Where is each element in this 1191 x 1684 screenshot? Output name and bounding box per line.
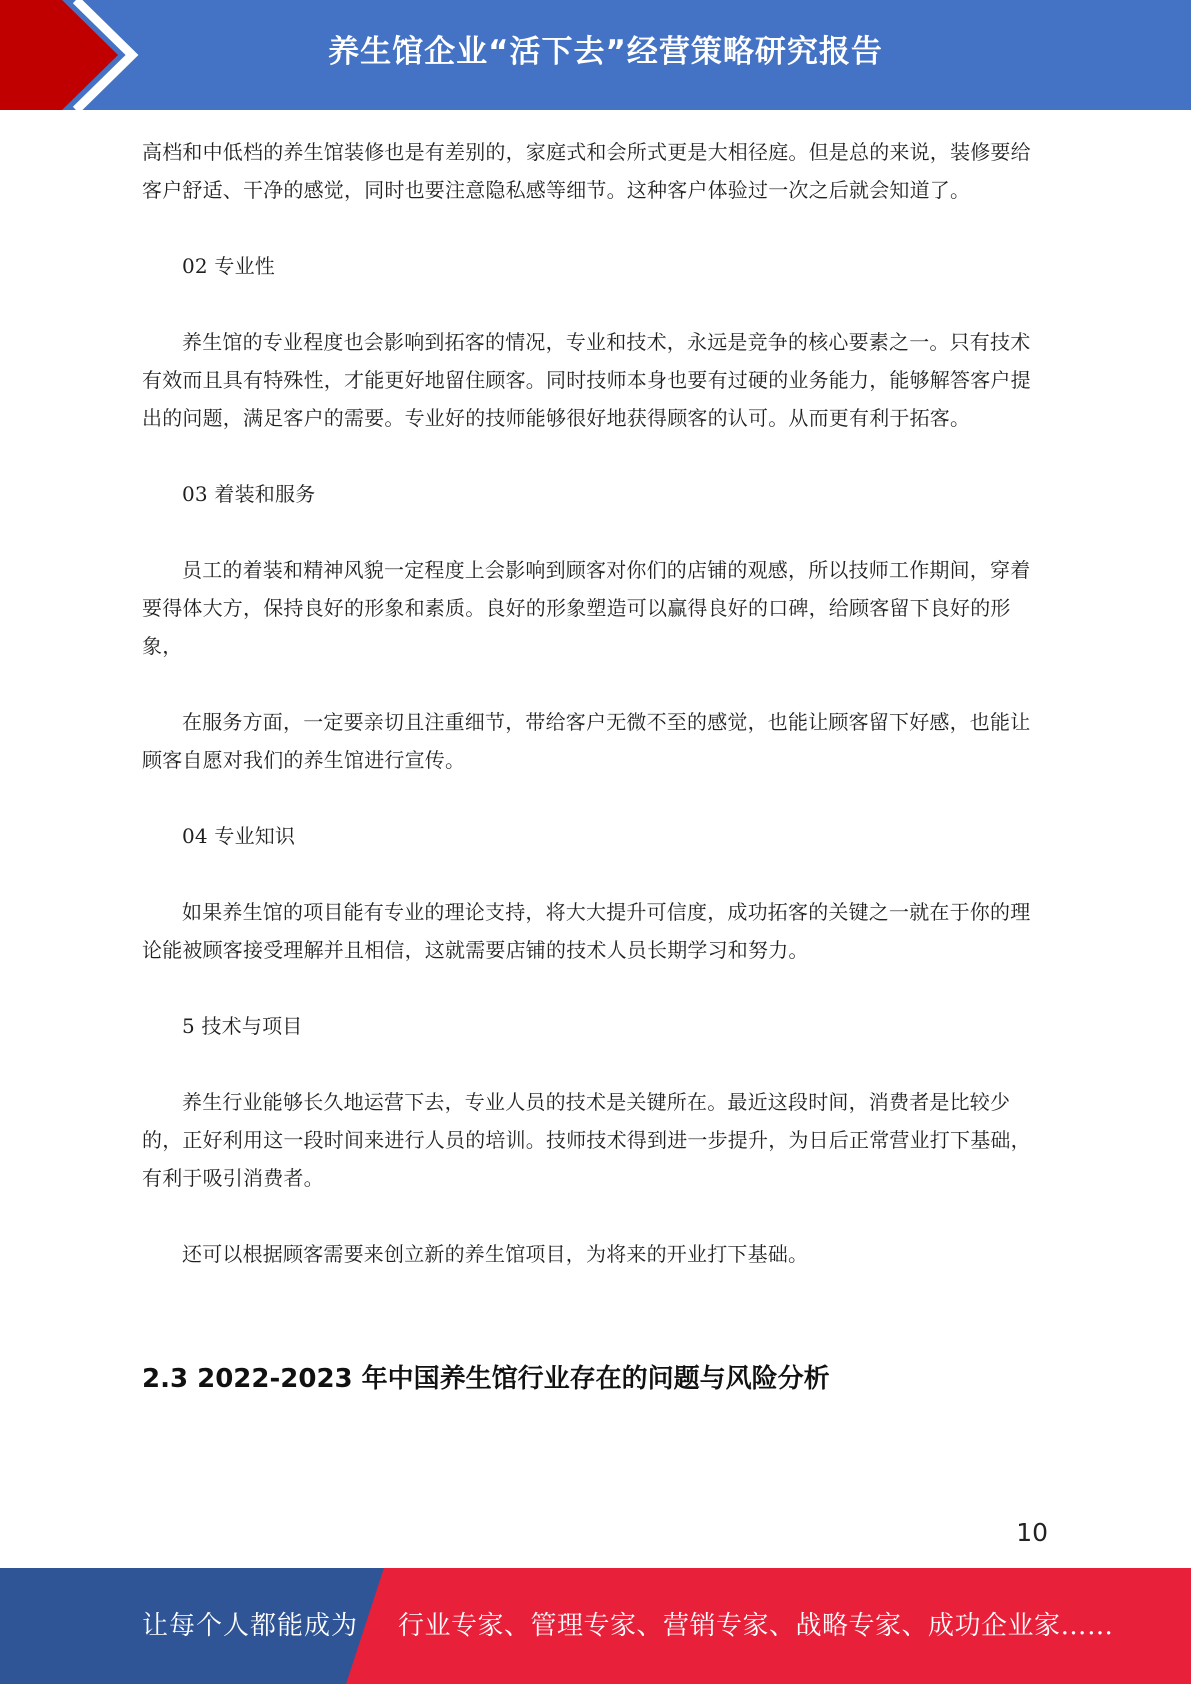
page-footer — [0, 1568, 1191, 1684]
footer-slogan-left: 让每个人都能成为 — [142, 1611, 359, 1641]
header-red-chevron-decoration — [0, 0, 160, 110]
footer-slogan-right: 行业专家、管理专家、营销专家、战略专家、成功企业家…… — [398, 1611, 1114, 1641]
page-header — [0, 0, 1191, 110]
paragraph-professionalism: 养生馆的专业程度也会影响到拓客的情况，专业和技术，永远是竞争的核心要素之一。只有技术有效而且具有特殊性，才能更好地留住顾客。同时技师本身也要有过硬的业务能力，能够解答客户提出的问题，满足客户的需要。专业好的技师能够很好地获得顾客的认可。从而更有利于拓客。 — [142, 330, 1031, 430]
section-heading-technique-projects: 5 技术与项目 — [182, 1014, 303, 1038]
paragraph-expertise: 如果养生馆的项目能有专业的理论支持，将大大提升可信度，成功拓客的关键之一就在于你的理论能被顾客接受理解并且相信，这就需要店铺的技术人员长期学习和努力。 — [142, 900, 1031, 962]
section-heading-attire-service: 03 着装和服务 — [182, 482, 316, 506]
document-body — [142, 133, 1050, 1399]
paragraph-service: 在服务方面，一定要亲切且注重细节，带给客户无微不至的感觉，也能让顾客留下好感，也能让顾客自愿对我们的养生馆进行宣传。 — [142, 710, 1031, 772]
section-heading-professionalism: 02 专业性 — [182, 254, 276, 278]
intro-paragraph: 高档和中低档的养生馆装修也是有差别的，家庭式和会所式更是大相径庭。但是总的来说，装修要给客户舒适、干净的感觉，同时也要注意隐私感等细节。这种客户体验过一次之后就会知道了。 — [142, 140, 1031, 202]
paragraph-technique: 养生行业能够长久地运营下去，专业人员的技术是关键所在。最近这段时间，消费者是比较少的，正好利用这一段时间来进行人员的培训。技师技术得到进一步提升，为日后正常营业打下基础，有利于吸引消费者。 — [142, 1090, 1031, 1190]
paragraph-new-projects: 还可以根据顾客需要来创立新的养生馆项目，为将来的开业打下基础。 — [182, 1242, 809, 1266]
chapter-heading: 2.3 2022-2023 年中国养生馆行业存在的问题与风险分析 — [142, 1364, 830, 1394]
report-title: 养生馆企业“活下去”经营策略研究报告 — [328, 34, 883, 70]
page-number: 10 — [1016, 1518, 1048, 1547]
paragraph-attire: 员工的着装和精神风貌一定程度上会影响到顾客对你们的店铺的观感，所以技师工作期间，穿着要得体大方，保持良好的形象和素质。良好的形象塑造可以赢得良好的口碑，给顾客留下良好的形象， — [142, 558, 1031, 658]
section-heading-expertise: 04 专业知识 — [182, 824, 296, 848]
